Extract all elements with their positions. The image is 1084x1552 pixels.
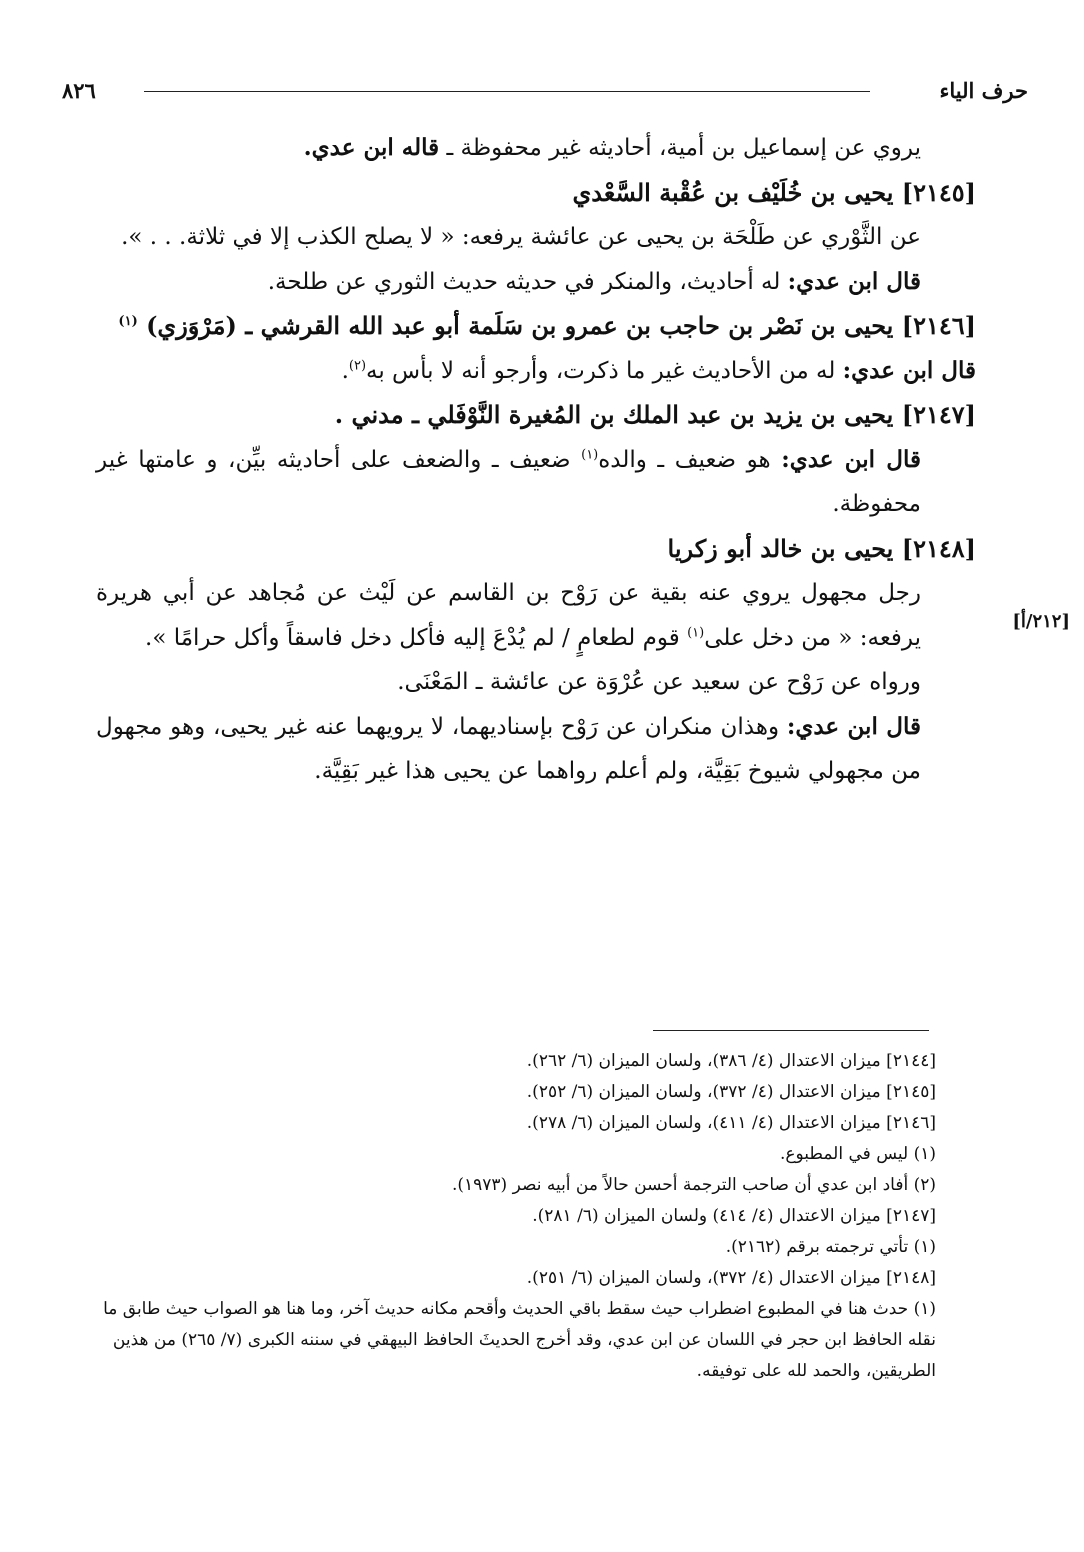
entry-comment-2146 [96, 349, 976, 394]
running-title: حرف الياء [939, 78, 1028, 103]
attribution: قاله ابن عدي. [303, 134, 440, 161]
margin-folio-note: [٢١٢/أ] [1012, 611, 1070, 632]
text: يروي عن إسماعيل بن أمية، أحاديثه غير محفوظة ـ [446, 135, 921, 161]
comment-lead: قال ابن عدي: [787, 267, 921, 295]
header-rule [144, 91, 870, 92]
comment-lead: قال ابن عدي: [786, 712, 921, 740]
footnote: [٢١٤٦] ميزان الاعتدال (٤/ ٤١١)، ولسان الميزان (٦/ ٢٧٨). [526, 1113, 936, 1133]
footnote: (١) ليس في المطبوع. [779, 1144, 936, 1164]
entry-heading-2145: [٢١٤٥] يحيى بن خُلَيْف بن عُقْبة السَّعْدي [572, 177, 976, 207]
entry-comment-2145 [96, 260, 976, 305]
footnote: [٢١٤٨] ميزان الاعتدال (٤/ ٣٧٢)، ولسان الميزان (٦/ ٢٥١). [526, 1268, 936, 1288]
entry-text: قوم لطعامٍ / لم يُدْعَ إليه فأكل دخل فاسقاً وأكل حرامًا ». [145, 624, 680, 651]
comment-end: . [341, 357, 349, 384]
comment-text: هو ضعيف ـ والده [598, 446, 771, 473]
footnote: (١) حدث هنا في المطبوع اضطراب حيث سقط باقي الحديث وأقحم مكانه حديث آخر، وما هنا هو الصواب حيث طابق ما نقله الحافظ ابن حجر في اللسان عن ابن عدي، وقد أخرج الحديثَ الحافظ البيهقي في سننه الكبرى (٧/ ٢٦٥) من هذين الطريقين، والحمد لله على توفيقه. [103, 1299, 936, 1381]
entry-heading-2147: [٢١٤٧] يحيى بن يزيد بن عبد الملك بن المُغيرة النَّوْفَلي ـ مدني . [334, 400, 976, 429]
page-number: ٨٢٦ [62, 78, 96, 103]
footnote-ref: (١) [687, 624, 705, 640]
comment-lead: قال ابن عدي: [781, 445, 922, 473]
comment-text: ضعيف ـ والضعف على أحاديثه بيِّن، و عامتها غير محفوظة. [96, 446, 921, 517]
footnote-separator [653, 1030, 929, 1031]
comment-lead: قال ابن عدي: [842, 356, 976, 384]
entry-text: رجل مجهول يروي عنه بقية عن رَوْح بن القاسم عن لَيْث عن مُجاهد عن أبي هريرة يرفعه: « من دخل على [96, 580, 921, 651]
main-text [96, 126, 976, 794]
entry-comment-2147 [96, 438, 976, 527]
comment-text: وهذان منكران عن رَوْح بإسناديهما، لا يرويهما عنه غير يحيى، وهو مجهول من مجهولي شيوخ بَقِيَّة، ولم أعلم رواهما عن يحيى هذا غير بَقِيَّة. [96, 713, 921, 784]
footnotes [96, 1046, 976, 1387]
entry-comment-2148 [96, 705, 976, 794]
entry-text-2148 [96, 571, 976, 660]
entry-variant-2148: ورواه عن رَوْح عن سعيد عن عُرْوَة عن عائشة ـ المَعْنَى. [397, 669, 921, 695]
entry-heading-2146 [96, 304, 976, 349]
comment-text: له من الأحاديث غير ما ذكرت، وأرجو أنه لا بأس به [366, 357, 836, 384]
entry-heading-2148: [٢١٤٨] يحيى بن خالد أبو زكريا [667, 533, 976, 563]
footnote: (٢) أفاد ابن عدي أن صاحب الترجمة أحسن حالاً من أبيه نصر (١٩٧٣). [451, 1175, 936, 1195]
heading-text: [٢١٤٦] يحيى بن نَصْر بن حاجب بن عمرو بن سَلَمة أبو عبد الله القرشي ـ (مَرْوَزي) [146, 311, 976, 340]
paragraph [96, 126, 976, 171]
running-header [50, 76, 1050, 106]
footnote: [٢١٤٤] ميزان الاعتدال (٤/ ٣٨٦)، ولسان الميزان (٦/ ٢٦٢). [526, 1051, 936, 1071]
footnote-ref: (١) [581, 446, 599, 462]
comment-text: له أحاديث، والمنكر في حديثه حديث الثوري عن طلحة. [267, 268, 781, 295]
footnote: (١) تأتي ترجمته برقم (٢١٦٢). [725, 1237, 936, 1257]
footnote-ref: (٢) [348, 357, 367, 373]
footnote: [٢١٤٥] ميزان الاعتدال (٤/ ٣٧٢)، ولسان الميزان (٦/ ٢٥٢). [526, 1082, 936, 1102]
entry-text-2145: عن الثَّوْري عن طَلْحَة بن يحيى عن عائشة يرفعه: « لا يصلح الكذب إلا في ثلاثة. . . ». [121, 224, 921, 250]
footnote: [٢١٤٧] ميزان الاعتدال (٤/ ٤١٤) ولسان الميزان (٦/ ٢٨١). [532, 1206, 936, 1226]
footnote-ref: (١) [118, 314, 138, 329]
